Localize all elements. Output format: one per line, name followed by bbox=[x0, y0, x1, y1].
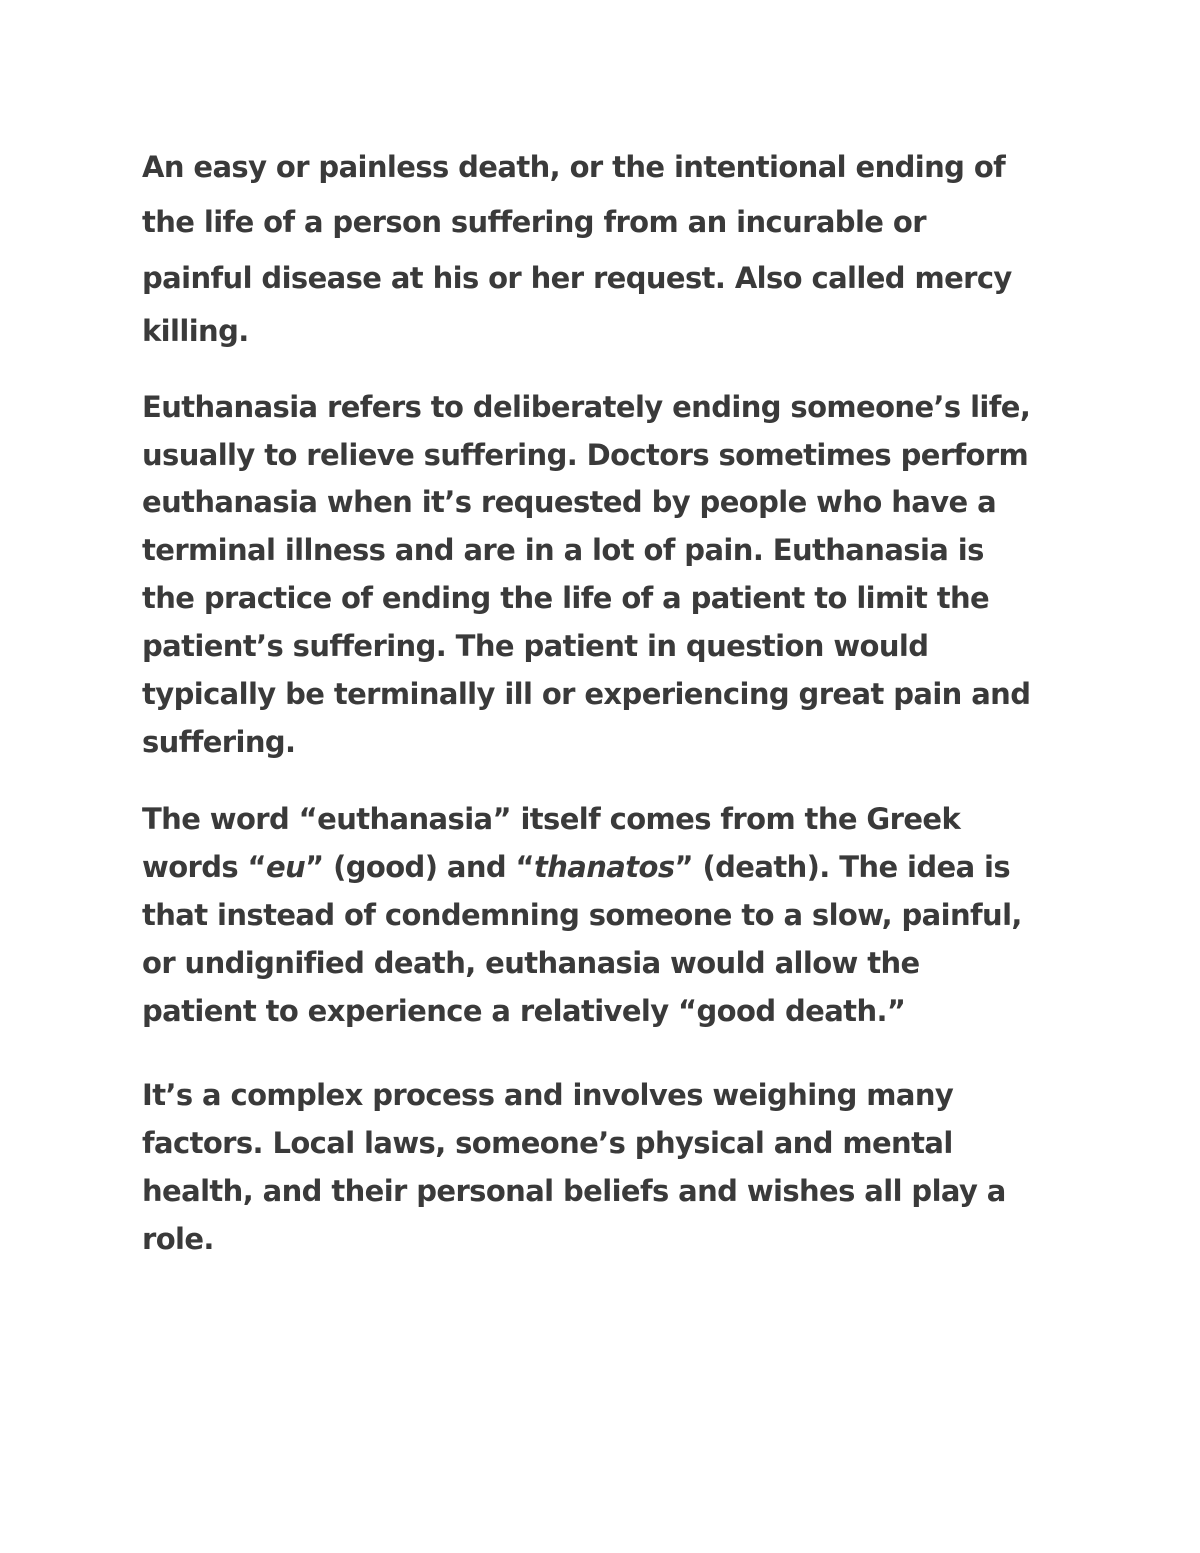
text-line-with-greek-terms bbox=[142, 847, 1010, 887]
text-line: An easy or painless death, or the intentional ending of bbox=[142, 150, 1006, 184]
text-line: the life of a person suffering from an incurable or bbox=[142, 205, 926, 239]
text-line: terminal illness and are in a lot of pain. Euthanasia is bbox=[142, 533, 984, 567]
text-line: patient’s suffering. The patient in question would bbox=[142, 629, 929, 663]
text-line: health, and their personal beliefs and wishes all play a bbox=[142, 1174, 1006, 1208]
text-line: suffering. bbox=[142, 725, 296, 759]
text-line: The word “euthanasia” itself comes from the Greek bbox=[142, 802, 961, 836]
text-line: patient to experience a relatively “good death.” bbox=[142, 994, 906, 1028]
text-fragment: ” (death). The idea is bbox=[674, 850, 1011, 884]
text-line: usually to relieve suffering. Doctors sometimes perform bbox=[142, 438, 1029, 472]
text-line: killing. bbox=[142, 314, 249, 348]
text-line: It’s a complex process and involves weighing many bbox=[142, 1078, 954, 1112]
text-line: that instead of condemning someone to a slow, painful, bbox=[142, 898, 1022, 932]
text-line: the practice of ending the life of a patient to limit the bbox=[142, 581, 990, 615]
text-fragment: ” (good) and “ bbox=[305, 850, 534, 884]
text-line: Euthanasia refers to deliberately ending someone’s life, bbox=[142, 390, 1031, 424]
text-line: role. bbox=[142, 1222, 214, 1256]
greek-term-eu: eu bbox=[266, 850, 306, 884]
text-line: or undignified death, euthanasia would allow the bbox=[142, 946, 920, 980]
text-line: typically be terminally ill or experiencing great pain and bbox=[142, 677, 1031, 711]
text-line: euthanasia when it’s requested by people who have a bbox=[142, 485, 997, 519]
text-fragment: words “ bbox=[142, 850, 266, 884]
text-line: factors. Local laws, someone’s physical and mental bbox=[142, 1126, 953, 1160]
greek-term-thanatos: thanatos bbox=[533, 850, 675, 884]
text-line: painful disease at his or her request. Also called mercy bbox=[142, 261, 1012, 295]
